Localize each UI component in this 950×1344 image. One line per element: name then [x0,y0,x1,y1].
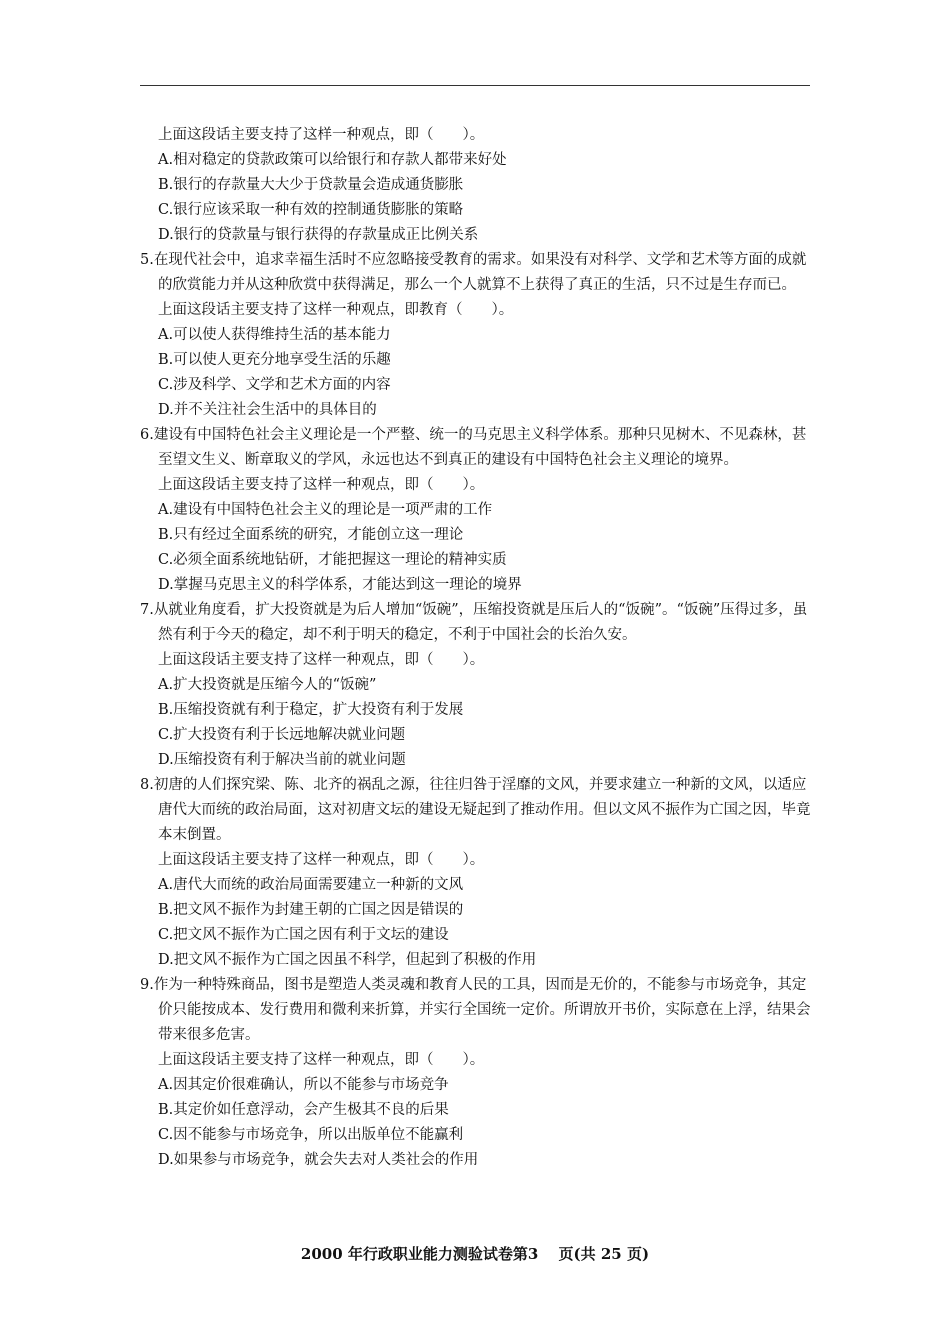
page-footer: 2000 年行政职业能力测验试卷第3 页(共 25 页) [300,1245,650,1263]
question-8 [140,773,820,973]
option-b: B.可以使人更充分地享受生活的乐趣 [158,352,391,368]
option-d: D.掌握马克思主义的科学体系，才能达到这一理论的境界 [158,577,522,593]
option-a: A.建设有中国特色社会主义的理论是一项严肃的工作 [158,502,493,518]
question-text: 6.建设有中国特色社会主义理论是一个严整、统一的马克思主义科学体系。那种只见树木、不见森林，甚至望文生义、断章取义的学风，永远也达不到真正的建设有中国特色社会主义理论的境界。 [140,427,807,468]
option-b: B.其定价如任意浮动，会产生极其不良的后果 [158,1102,449,1118]
question-stem: 上面这段话主要支持了这样一种观点，即（ ）。 [158,1052,485,1068]
option-b: B.只有经过全面系统的研究，才能创立这一理论 [158,527,464,543]
option-c: C.涉及科学、文学和艺术方面的内容 [158,377,391,393]
question-stem: 上面这段话主要支持了这样一种观点，即（ ）。 [158,477,485,493]
option-b: B.把文风不振作为封建王朝的亡国之因是错误的 [158,902,464,918]
option-a: A.可以使人获得维持生活的基本能力 [158,327,391,343]
question-stem: 上面这段话主要支持了这样一种观点，即（ ）。 [158,127,485,143]
option-c: C.必须全面系统地钻研，才能把握这一理论的精神实质 [158,552,507,568]
question-text: 9.作为一种特殊商品，图书是塑造人类灵魂和教育人民的工具，因而是无价的，不能参与市场竞争，其定价只能按成本、发行费用和微利来折算，并实行全国统一定价。所谓放开书价，实际意在上浮，结果会带来很多危害。 [140,977,811,1043]
option-c: C.把文风不振作为亡国之因有利于文坛的建设 [158,927,449,943]
option-c: C.因不能参与市场竞争，所以出版单位不能赢利 [158,1127,464,1143]
option-d: D.压缩投资有利于解决当前的就业问题 [158,752,406,768]
question-9 [140,973,820,1173]
option-d: D.如果参与市场竞争，就会失去对人类社会的作用 [158,1152,479,1168]
option-b: B.压缩投资就有利于稳定，扩大投资有利于发展 [158,702,464,718]
continued-question [140,123,820,248]
question-stem: 上面这段话主要支持了这样一种观点，即（ ）。 [158,652,485,668]
header-rule [140,85,810,86]
question-text: 5.在现代社会中，追求幸福生活时不应忽略接受教育的需求。如果没有对科学、文学和艺术等方面的成就的欣赏能力并从这种欣赏中获得满足，那么一个人就算不上获得了真正的生活，只不过是生存而已。 [140,252,807,293]
question-text: 7.从就业角度看，扩大投资就是为后人增加“饭碗”，压缩投资就是压后人的“饭碗”。“饭碗”压得过多，虽然有利于今天的稳定，却不利于明天的稳定，不利于中国社会的长治久安。 [140,602,808,643]
option-a: A.相对稳定的贷款政策可以给银行和存款人都带来好处 [158,152,507,168]
question-text: 8.初唐的人们探究梁、陈、北齐的祸乱之源，往往归咎于淫靡的文风，并要求建立一种新的文风，以适应唐代大而统的政治局面，这对初唐文坛的建设无疑起到了推动作用。但以文风不振作为亡国之因，毕竟本末倒置。 [140,777,811,843]
option-d: D.并不关注社会生活中的具体目的 [158,402,377,418]
option-a: A.因其定价很难确认，所以不能参与市场竞争 [158,1077,449,1093]
option-a: A.扩大投资就是压缩今人的“饭碗” [158,677,377,693]
option-d: D.把文风不振作为亡国之因虽不科学，但起到了积极的作用 [158,952,537,968]
option-d: D.银行的贷款量与银行获得的存款量成正比例关系 [158,227,479,243]
option-a: A.唐代大而统的政治局面需要建立一种新的文风 [158,877,464,893]
question-7 [140,598,820,773]
question-stem: 上面这段话主要支持了这样一种观点，即教育（ ）。 [158,302,514,318]
question-6 [140,423,820,598]
option-c: C.扩大投资有利于长远地解决就业问题 [158,727,406,743]
option-b: B.银行的存款量大大少于贷款量会造成通货膨胀 [158,177,464,193]
option-c: C.银行应该采取一种有效的控制通货膨胀的策略 [158,202,464,218]
question-5 [140,248,820,423]
question-stem: 上面这段话主要支持了这样一种观点，即（ ）。 [158,852,485,868]
page-content [140,123,820,1173]
